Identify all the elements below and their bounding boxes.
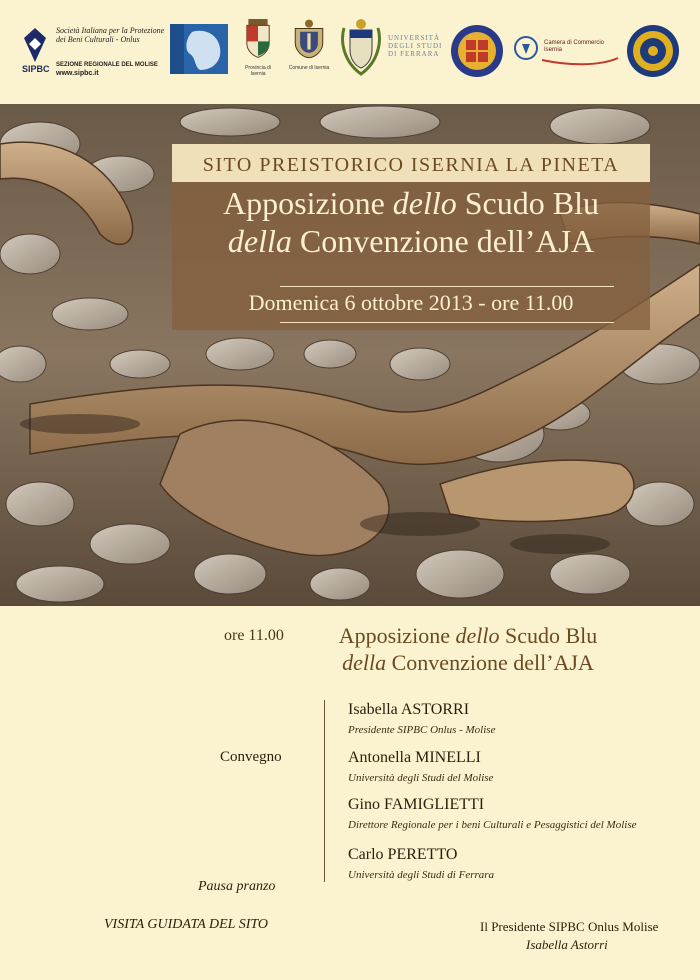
speaker-item [348, 845, 688, 881]
sipbc-url: www.sipbc.it [56, 70, 99, 77]
event-banner [172, 144, 650, 330]
signature-title: Il Presidente SIPBC Onlus Molise [480, 919, 659, 934]
blue-shield-icon [24, 28, 46, 62]
date-rule-bottom [280, 322, 614, 323]
date-rule-top [280, 286, 614, 287]
provincia-caption: Provincia di Isernia [245, 65, 271, 77]
speaker-name: Carlo PERETTO [348, 846, 458, 863]
speaker-item [348, 700, 688, 736]
speaker-role: Università degli Studi di Ferrara [348, 869, 495, 881]
program-title: Apposizione dello Scudo Blu della Convenzione dell’AJA [338, 623, 598, 675]
convegno-label: Convegno [220, 749, 282, 765]
lunch-break: Pausa pranzo [198, 879, 276, 894]
sipbc-name: Società Italiana per la Protezione dei Beni Culturali - Onlus [56, 26, 165, 44]
sipbc-abbr: SIPBC [22, 64, 50, 74]
speaker-item [348, 748, 688, 784]
logo-strip [0, 0, 700, 104]
guided-visit: VISITA GUIDATA DEL SITO [104, 917, 268, 932]
camera-commercio-logo [510, 30, 622, 70]
speaker-name: Gino FAMIGLIETTI [348, 796, 485, 813]
provincia-isernia-logo [238, 18, 278, 88]
provincia-crest-icon [242, 18, 274, 60]
comune-crest-icon [292, 18, 326, 60]
mibac-emblem-icon [170, 24, 228, 74]
round-emblem-logo [450, 24, 504, 78]
comune-caption: Comune di Isernia [288, 65, 330, 71]
event-date: Domenica 6 ottobre 2013 - ore 11.00 [248, 290, 574, 315]
rotary-logo [626, 24, 680, 78]
speaker-name: Isabella ASTORRI [348, 701, 470, 718]
signature-name: Isabella Astorri [526, 937, 608, 952]
sipbc-logo [18, 22, 168, 82]
camera-text: Camera di Commercio Isernia [544, 40, 605, 53]
round-emblem-icon [450, 24, 504, 78]
unife-text: UNIVERSITÀ DEGLI STUDI DI FERRARA [388, 34, 443, 58]
headline-line-2: della Convenzione dell’AJA [227, 223, 595, 259]
mibac-logo [170, 24, 228, 74]
rotary-wheel-icon [626, 24, 680, 78]
speaker-role: Direttore Regionale per i beni Culturali e Pesaggistici del Molise [348, 819, 637, 831]
speaker-name: Antonella MINELLI [348, 749, 481, 766]
event-headline [172, 184, 650, 260]
program-divider [324, 700, 325, 882]
program-time: ore 11.00 [224, 627, 284, 644]
headline-line-1: Apposizione dello Scudo Blu [223, 185, 599, 221]
sipbc-section: SEZIONE REGIONALE DEL MOLISE [56, 62, 158, 68]
speaker-role: Presidente SIPBC Onlus - Molise [348, 724, 496, 736]
unife-crest-icon [338, 18, 384, 78]
site-name: SITO PREISTORICO ISERNIA LA PINETA [202, 154, 620, 176]
comune-isernia-logo [288, 18, 330, 88]
speaker-role: Università degli Studi del Molise [348, 772, 494, 784]
unife-logo [338, 18, 446, 80]
speaker-item [348, 795, 688, 831]
fossil-bones-photo [0, 104, 700, 606]
